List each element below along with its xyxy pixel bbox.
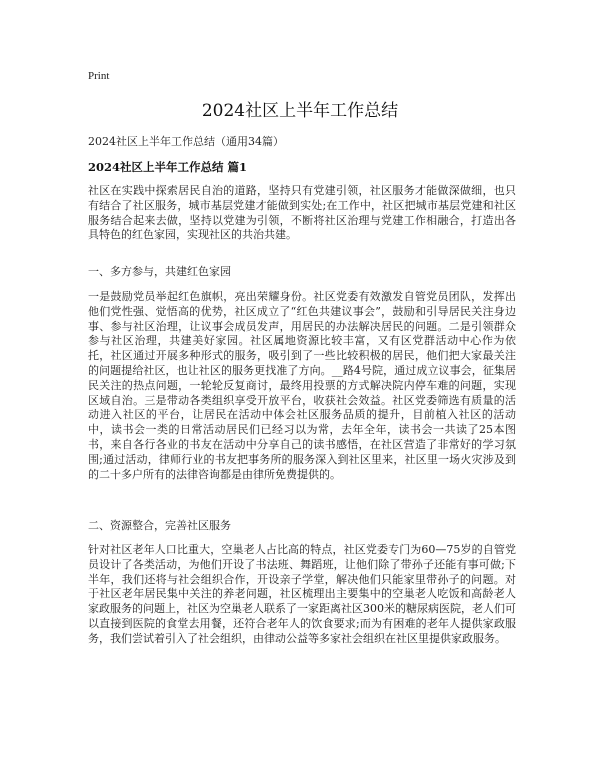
document-subtitle: 2024社区上半年工作总结（通用34篇） [88, 135, 284, 148]
heading-one: 一、多方参与，共建红色家园 [88, 265, 231, 278]
paragraph-one: 一是鼓励党员举起红色旗帜，亮出荣耀身份。社区党委有效激发自管党员团队，发挥出他们党性强、觉悟高的优势，社区成立了“红色共建议事会”，鼓励和引导居民关注身边事、参与社区治理，让议事会成员发声，用居民的办法解决居民的问题。二是引领群众参与社区治理，共建美好家园。社区属地资源比较丰富，又有区党群活动中心作为依托，社区通过开展多种形式的服务，吸引到了一些比较积极的居民，他们把大家最关注的问题提给社区，也让社区的服务更找准了方向。__路4号院，通过成立议事会，征集居民关注的热点问题，一轮轮反复商讨，最终用投票的方式解决院内停车难的问题，实现区域自治。三是带动各类组织享受开放平台，收获社会效益。社区党委筛选有质量的活动进入社区的平台，让居民在活动中体会社区服务品质的提升，目前植入社区的活动中，读书会一类的日常活动居民们已经习以为常，去年全年，读书会一共读了25本图书，来自各行各业的书友在活动中分享自己的读书感悟，在社区营造了非常好的学习氛围;通过活动，律师行业的书友把事务所的服务深入到社区里来，社区里一场火灾涉及到的二十多户所有的法律咨询都是由律所免费提供的。 [88, 290, 516, 481]
section-title: 2024社区上半年工作总结 篇1 [88, 160, 248, 174]
heading-two: 二、资源整合，完善社区服务 [88, 519, 231, 532]
paragraph-two: 针对社区老年人口比重大，空巢老人占比高的特点，社区党委专门为60—75岁的自管党员设计了各类活动，为他们开设了书法班、舞蹈班，让他们除了带孙子还能有事可做;下半年，我们还将与社会组织合作，开设亲子学堂，解决他们只能家里带孙子的问题。对于社区老年居民集中关注的养老问题，社区梳理出主要集中的空巢老人吃饭和高龄老人家政服务的问题上，社区为空巢老人联系了一家距离社区300米的糖尿病医院，老人们可以直接到医院的食堂去用餐，还符合老年人的饮食要求;而为有困难的老年人提供家政服务，我们尝试着引入了社会组织，由律动公益等多家社会组织在社区里提供家政服务。 [88, 543, 516, 645]
paragraph-intro: 社区在实践中探索居民自治的道路，坚持只有党建引领，社区服务才能做深做细，也只有结合了社区服务，城市基层党建才能做到实处;在工作中，社区把城市基层党建和社区服务结合起来去做，坚持以党建为引领，不断将社区治理与党建工作相融合，打造出各具特色的红色家园，实现社区的共治共建。 [88, 184, 516, 242]
page-title: 2024社区上半年工作总结 [201, 101, 399, 121]
print-link[interactable]: Print [88, 70, 110, 82]
